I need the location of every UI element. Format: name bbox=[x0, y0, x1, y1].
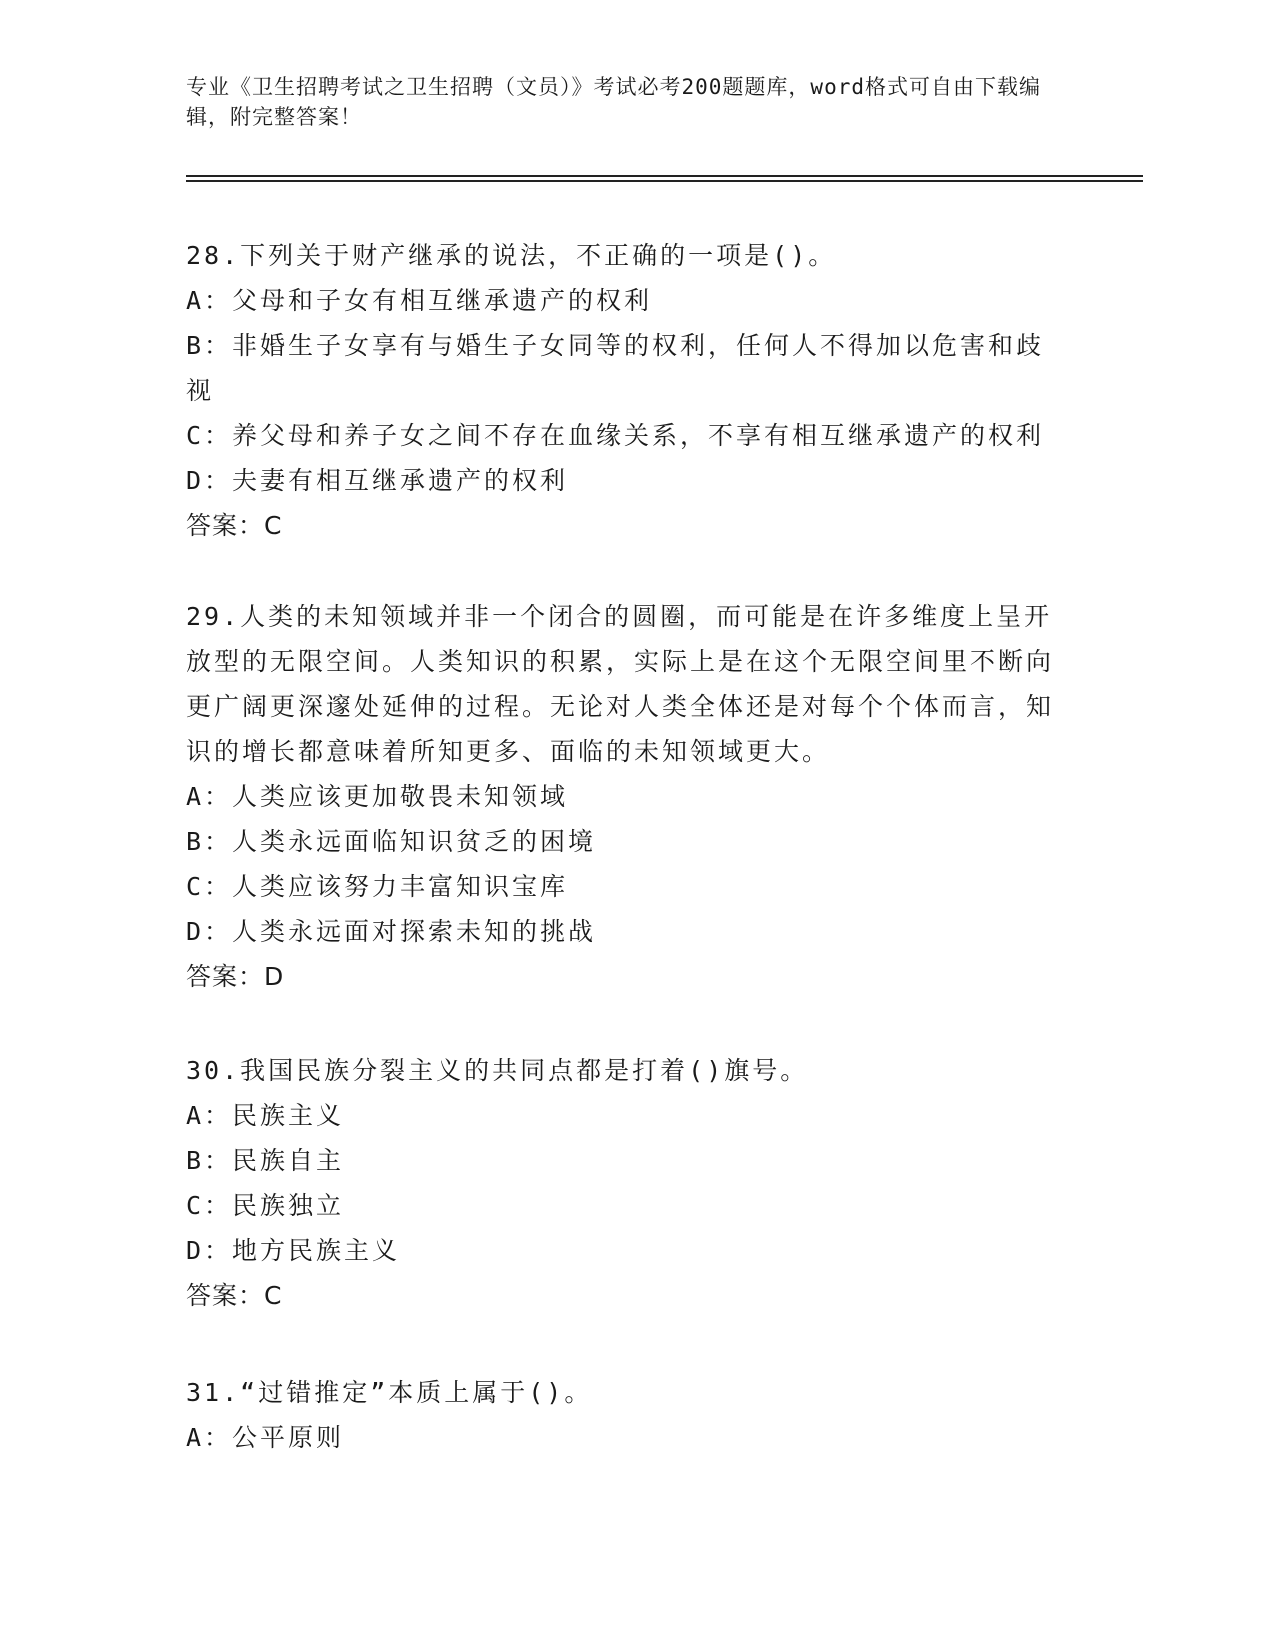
question-30 bbox=[186, 1048, 1066, 1318]
option-b: B：非婚生子女享有与婚生子女同等的权利，任何人不得加以危害和歧视 bbox=[186, 331, 1045, 405]
question-stem: 29.人类的未知领域并非一个闭合的圆圈，而可能是在许多维度上呈开放型的无限空间。人类知识的积累，实际上是在这个无限空间里不断向更广阔更深邃处延伸的过程。无论对人类全体还是对每个个体而言，知识的增长都意味着所知更多、面临的未知领域更大。 bbox=[186, 602, 1055, 766]
header-divider-line bbox=[186, 175, 1143, 177]
option-a: A：民族主义 bbox=[186, 1101, 345, 1130]
option-d: D：地方民族主义 bbox=[186, 1236, 401, 1265]
question-29 bbox=[186, 594, 1066, 999]
option-d: D：人类永远面对探索未知的挑战 bbox=[186, 917, 597, 946]
question-28 bbox=[186, 233, 1066, 548]
option-b: B：人类永远面临知识贫乏的困境 bbox=[186, 827, 597, 856]
option-a: A：公平原则 bbox=[186, 1423, 345, 1452]
question-stem: 28.下列关于财产继承的说法，不正确的一项是()。 bbox=[186, 241, 837, 270]
question-31 bbox=[186, 1370, 1066, 1460]
answer-line: 答案：C bbox=[186, 1281, 283, 1310]
question-stem: 31.“过错推定”本质上属于()。 bbox=[186, 1378, 593, 1407]
option-a: A：父母和子女有相互继承遗产的权利 bbox=[186, 286, 653, 315]
question-stem: 30.我国民族分裂主义的共同点都是打着()旗号。 bbox=[186, 1056, 809, 1085]
option-a: A：人类应该更加敬畏未知领域 bbox=[186, 782, 569, 811]
option-d: D：夫妻有相互继承遗产的权利 bbox=[186, 466, 569, 495]
document-header: 专业《卫生招聘考试之卫生招聘（文员）》考试必考200题题库，word格式可自由下载编辑，附完整答案！ bbox=[186, 75, 1041, 129]
header-divider-line-secondary bbox=[186, 180, 1143, 182]
answer-line: 答案：D bbox=[186, 962, 285, 991]
option-b: B：民族自主 bbox=[186, 1146, 345, 1175]
option-c: C：养父母和养子女之间不存在血缘关系，不享有相互继承遗产的权利 bbox=[186, 421, 1045, 450]
option-c: C：民族独立 bbox=[186, 1191, 345, 1220]
answer-line: 答案：C bbox=[186, 511, 283, 540]
option-c: C：人类应该努力丰富知识宝库 bbox=[186, 872, 569, 901]
